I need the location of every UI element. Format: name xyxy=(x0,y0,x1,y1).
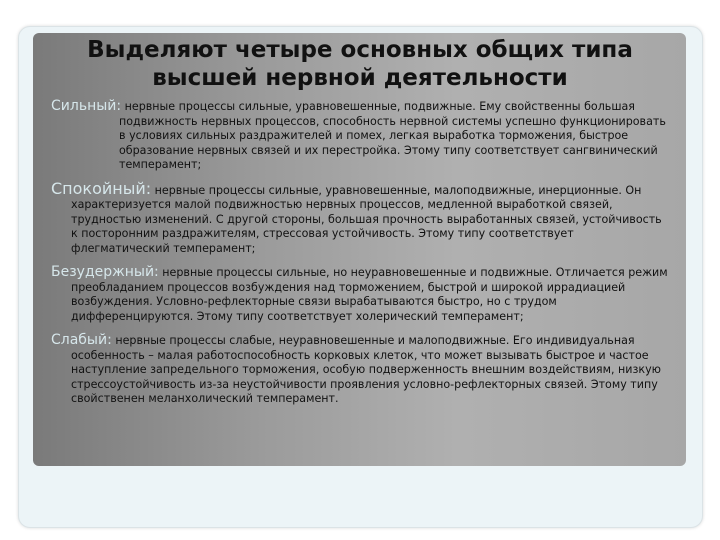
slide-title xyxy=(40,36,680,92)
title-line-2: высшей нервной деятельности xyxy=(152,65,568,91)
type-lead: нервные процессы сильные, но неуравновешенные и подвижные. xyxy=(158,266,553,279)
type-lead: нервные процессы сильные, уравновешенные, подвижные. Ему xyxy=(121,100,502,113)
type-paragraph-unrestrained xyxy=(51,265,671,324)
type-lead: нервные процессы слабые, неуравновешенные и малоподвижные. Его xyxy=(111,334,533,347)
type-term: Безудержный: xyxy=(51,264,159,280)
type-lead: нервные процессы сильные, уравновешенные, малоподвижные, xyxy=(151,183,535,197)
type-description: свойственны большая подвижность нервных процессов, способность нервной системы успешно функционировать в условиях сильных раздражителей и помех, легкая выработка торможения, быстрое образование нервных связей и их перестройка. Этому типу соответствует сангвинический темперамент; xyxy=(119,100,666,171)
type-description: Отличается режим преобладанием процессов возбуждения над торможением, быстрой и широкой иррадиацией возбуждения. Условно-рефлекторные связи вырабатываются быстро, но с трудом дифференцируются. Этому типу соответствует холерический темперамент; xyxy=(71,266,668,323)
slide-body xyxy=(51,99,671,416)
type-description: инерционные. Он характеризуется малой подвижностью нервных процессов, медленной выработкой связей, трудностью изменений. С другой стороны, большая прочность выработанных связей, устойчивость к посторонним раздражителям, стрессовая устойчивость. Этому типу соответствует флегматический темперамент; xyxy=(71,183,662,255)
type-term: Спокойный: xyxy=(51,178,152,198)
type-paragraph-strong xyxy=(51,99,671,173)
type-paragraph-weak xyxy=(51,333,671,407)
type-paragraph-calm xyxy=(51,178,671,257)
type-description: индивидуальная особенность – малая работоспособность корковых клеток, что может вызывать быстрое и частое наступление запредельного торможения, особую подверженность внешним воздействиям, низкую стрессоустойчивость из-за неустойчивости проявления условно-рефлекторных связей. Этому типу свойственен меланхолический темперамент. xyxy=(71,334,661,405)
type-term: Сильный: xyxy=(51,98,122,114)
type-term: Слабый: xyxy=(51,332,112,348)
title-line-1: Выделяют четыре основных общих типа xyxy=(87,37,633,63)
